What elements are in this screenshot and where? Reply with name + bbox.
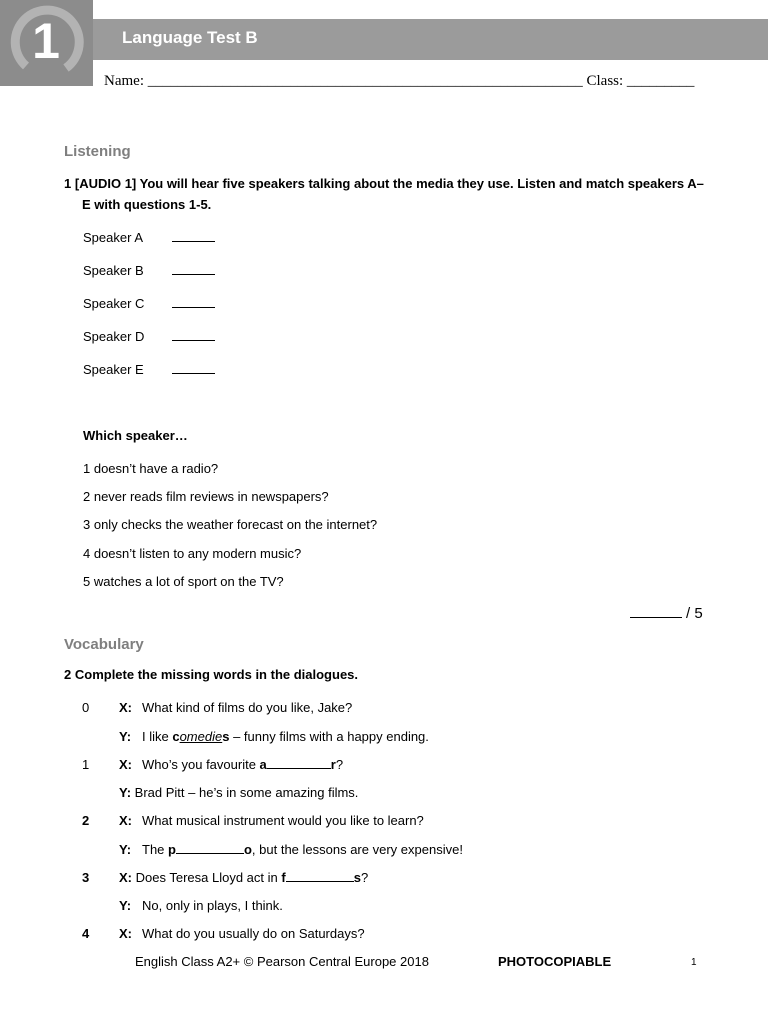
vocabulary-instruction [64, 667, 358, 682]
listening-instruction [64, 173, 709, 215]
text-before-blank: Who’s you favourite [142, 757, 260, 772]
listening-question: 4 doesn’t listen to any modern music? [83, 546, 302, 561]
last-letter: r [330, 757, 336, 772]
text-after-blank: – funny films with a happy ending. [229, 729, 429, 744]
name-field[interactable]: __________________________________________________________ [147, 73, 583, 89]
speaker-y-label: Y: [119, 785, 132, 800]
speaker-answer-blank[interactable] [172, 361, 215, 374]
dialogue-text: What kind of films do you like, Jake? [142, 700, 353, 715]
unit-badge [0, 0, 93, 86]
item-number: 4 [82, 926, 90, 941]
item-number: 3 [82, 870, 90, 885]
score-total: / 5 [686, 605, 703, 622]
last-letter: o [243, 842, 252, 857]
listening-question: 5 watches a lot of sport on the TV? [83, 574, 284, 589]
text-after-blank: ? [335, 757, 344, 772]
title-bar [93, 19, 768, 60]
class-label: Class: [586, 73, 624, 89]
name-class-line [104, 73, 694, 90]
listening-question: 2 never reads film reviews in newspapers? [83, 489, 329, 504]
which-speaker-heading: Which speaker… [83, 428, 188, 443]
name-label: Name: [104, 73, 144, 89]
text-before-blank: Does Teresa Lloyd act in [135, 870, 282, 885]
dialogue-text: What do you usually do on Saturdays? [142, 926, 365, 941]
example-answer: omedie [179, 729, 223, 744]
dialogue-line [119, 785, 358, 800]
speaker-x-label: X: [119, 870, 132, 885]
listening-question-number: 1 [64, 176, 72, 191]
item-number: 0 [82, 700, 90, 715]
speaker-row [83, 328, 215, 344]
dialogue-text [142, 842, 463, 857]
speaker-y-label: Y: [119, 898, 132, 913]
text-before-blank: I like [142, 729, 173, 744]
listening-section-title: Listening [64, 143, 131, 160]
speaker-x-label: X: [119, 700, 132, 715]
dialogue-text [119, 870, 368, 885]
listening-question: 3 only checks the weather forecast on the internet? [83, 517, 378, 532]
listening-question: 1 doesn’t have a radio? [83, 461, 219, 476]
speaker-y-label: Y: [119, 729, 132, 744]
page-number: 1 [691, 957, 697, 968]
last-letter: s [222, 729, 230, 744]
footer-copyright: English Class A2+ © Pearson Central Europe 2018 [135, 954, 429, 969]
listening-score [630, 604, 703, 622]
speaker-row [83, 295, 215, 311]
first-letter: c [172, 729, 180, 744]
answer-blank[interactable] [286, 870, 354, 882]
speaker-row [83, 229, 215, 245]
speaker-x-label: X: [119, 757, 132, 772]
text-after-blank: , but the lessons are very expensive! [251, 842, 463, 857]
speaker-answer-blank[interactable] [172, 262, 215, 275]
dialogue-text [142, 757, 343, 772]
dialogue-text: Brad Pitt – he’s in some amazing films. [134, 785, 359, 800]
answer-blank[interactable] [176, 842, 244, 854]
first-letter: f [281, 870, 286, 885]
speaker-label: Speaker C [83, 296, 145, 311]
speaker-row [83, 361, 215, 377]
class-field[interactable]: _________ [626, 73, 695, 89]
speaker-x-label: X: [119, 813, 132, 828]
last-letter: s [353, 870, 361, 885]
speaker-x-label: X: [119, 926, 132, 941]
speaker-answer-blank[interactable] [172, 229, 215, 242]
listening-instruction-text: [AUDIO 1] You will hear five speakers talking about the media they use. Listen and match speakers A–E with questions 1-5. [74, 176, 704, 212]
speaker-label: Speaker E [83, 362, 144, 377]
item-number: 1 [82, 757, 90, 772]
unit-circle-graphic [0, 0, 93, 86]
speaker-answer-blank[interactable] [172, 328, 215, 341]
first-letter: p [168, 842, 176, 857]
speaker-y-label: Y: [119, 842, 132, 857]
answer-blank[interactable] [267, 757, 331, 769]
first-letter: a [259, 757, 267, 772]
footer-photocopiable: PHOTOCOPIABLE [498, 954, 612, 969]
page-title: Language Test B [122, 28, 258, 47]
unit-number: 1 [32, 13, 60, 69]
speaker-label: Speaker B [83, 263, 144, 278]
dialogue-text [142, 729, 429, 744]
speaker-label: Speaker D [83, 329, 145, 344]
score-blank[interactable] [630, 604, 682, 618]
text-before-blank: The [142, 842, 169, 857]
vocabulary-instruction-text: Complete the missing words in the dialogues. [74, 667, 359, 682]
text-after-blank: ? [360, 870, 369, 885]
vocabulary-section-title: Vocabulary [64, 636, 144, 653]
dialogue-text: What musical instrument would you like to learn? [142, 813, 424, 828]
vocabulary-question-number: 2 [64, 667, 72, 682]
item-number: 2 [82, 813, 90, 828]
speaker-row [83, 262, 215, 278]
dialogue-text: No, only in plays, I think. [142, 898, 283, 913]
speaker-label: Speaker A [83, 230, 143, 245]
speaker-answer-blank[interactable] [172, 295, 215, 308]
